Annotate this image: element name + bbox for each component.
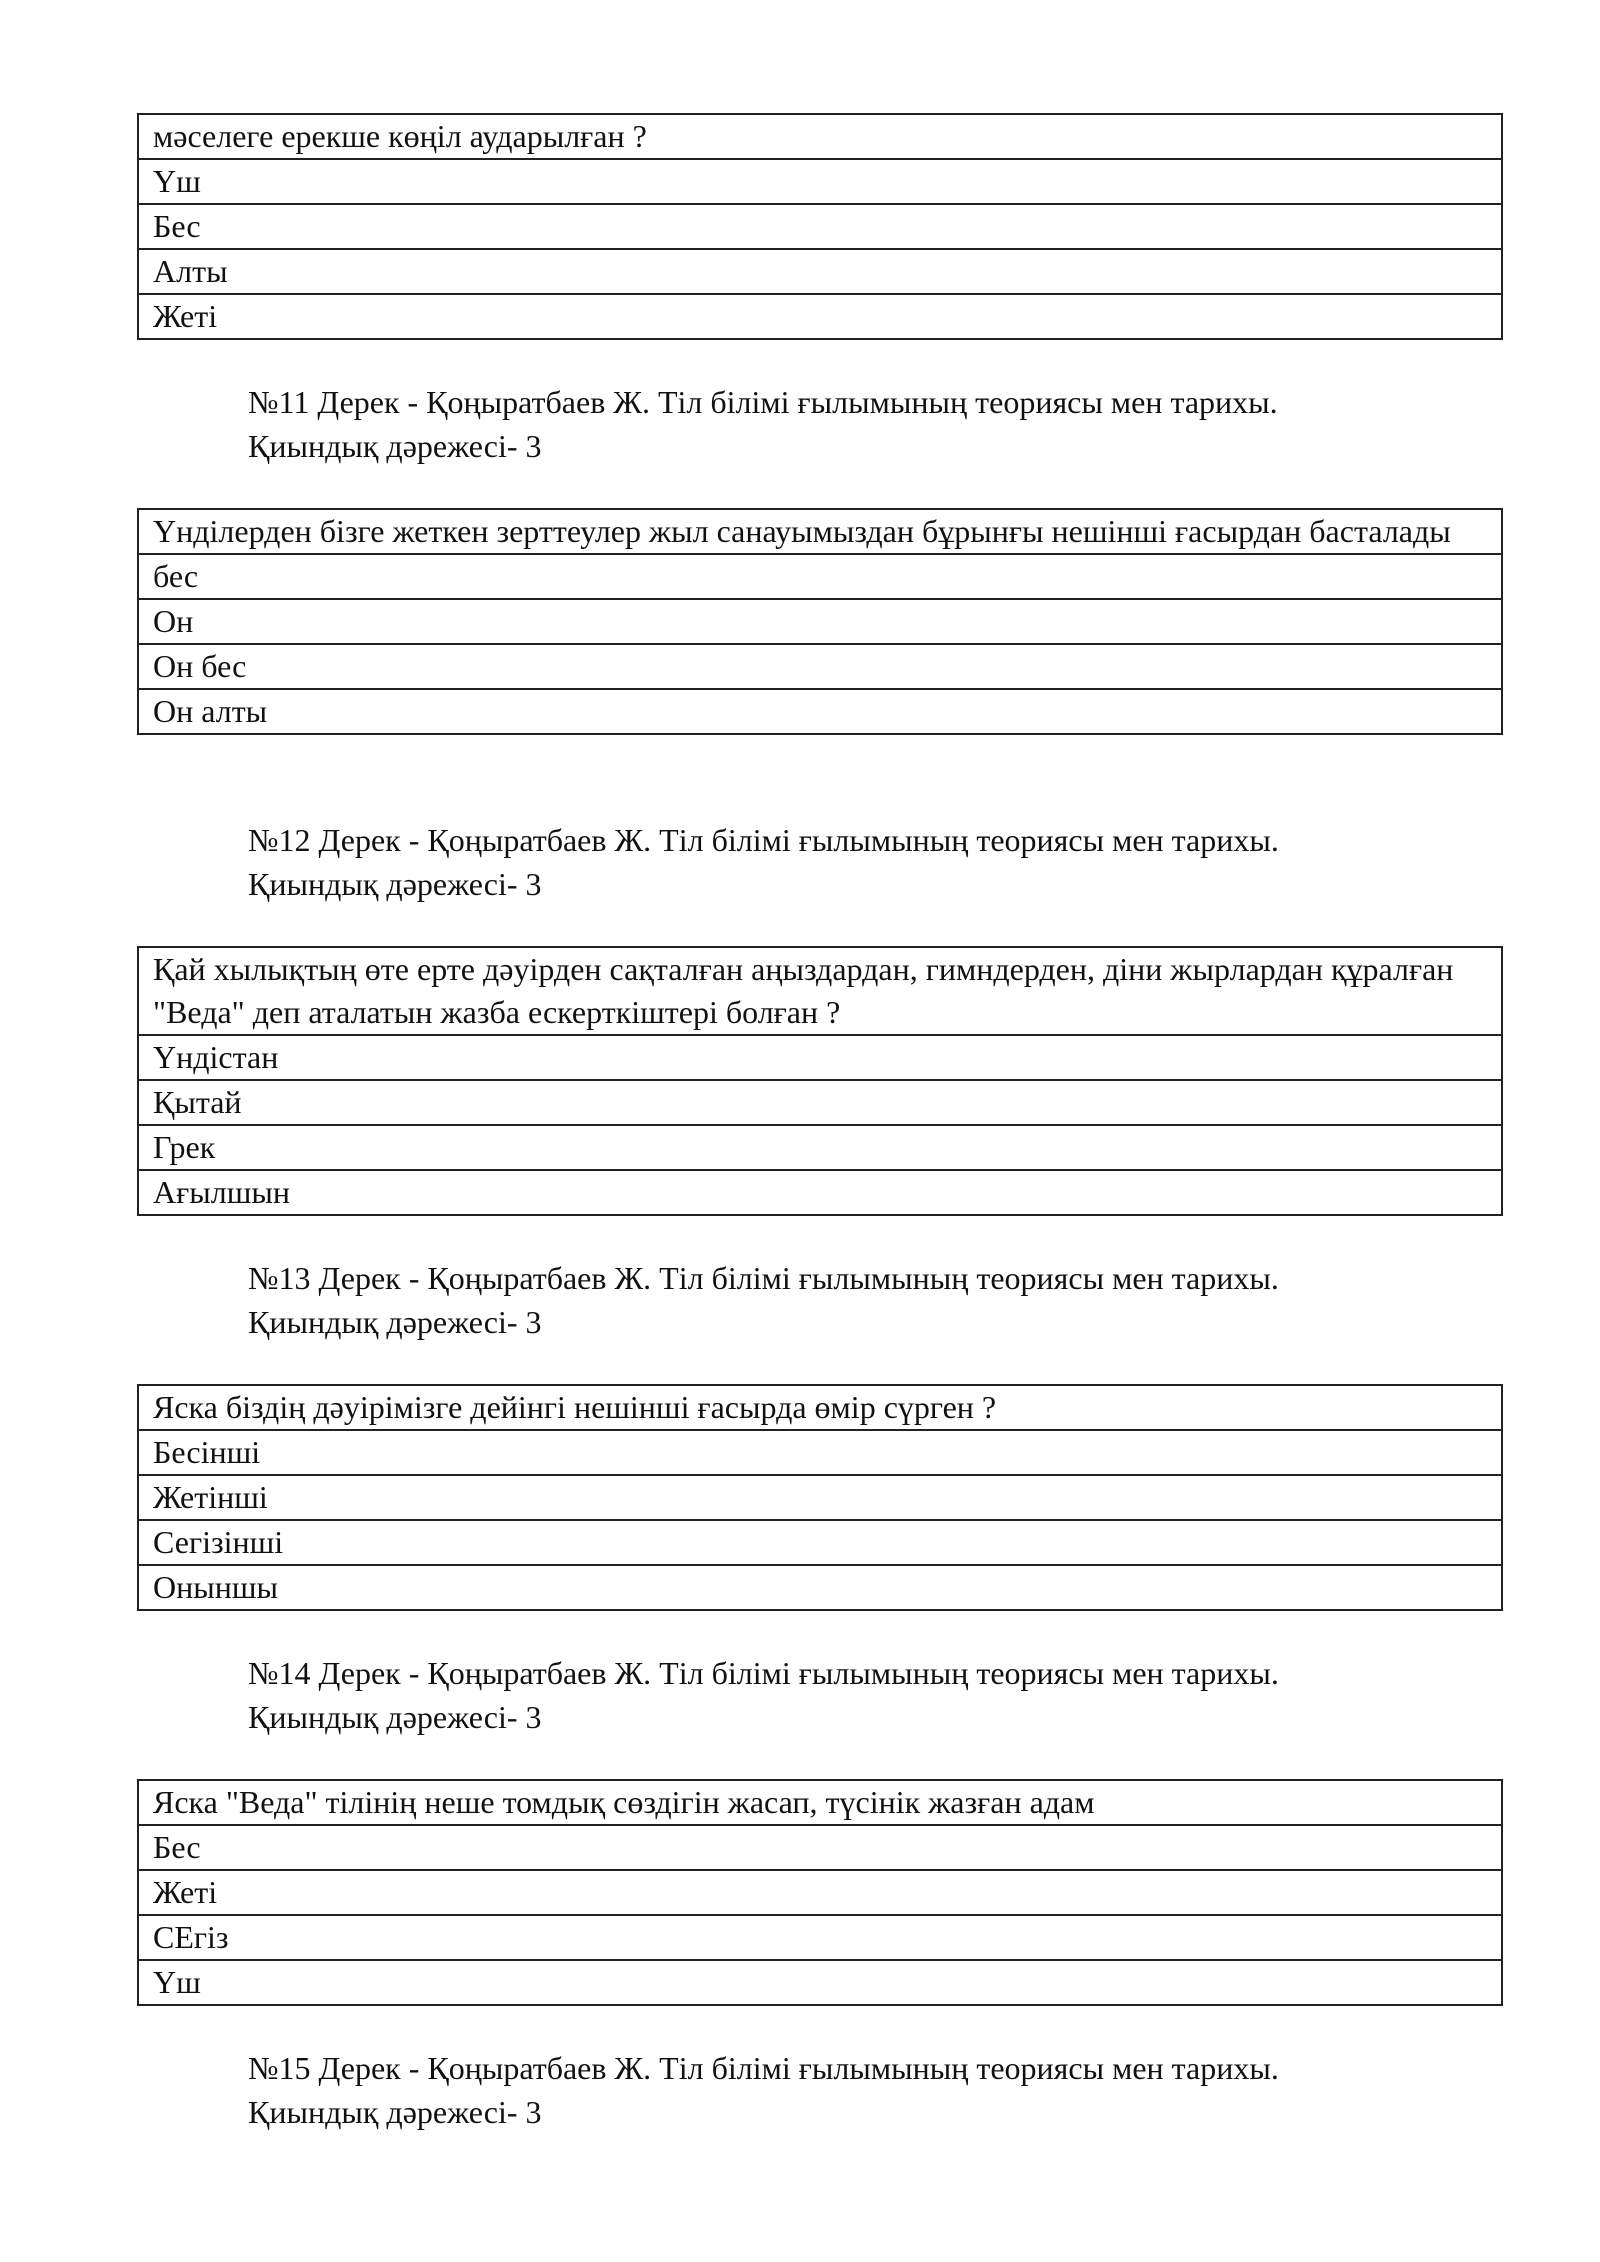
answer-text: Бес	[138, 1825, 1502, 1870]
question-row	[138, 1780, 1502, 1825]
answer-row	[138, 249, 1502, 294]
answer-text: Бесінші	[138, 1430, 1502, 1475]
answer-row	[138, 159, 1502, 204]
source-line: №14 Дерек - Қоңыратбаев Ж. Тіл білімі ғылымының теориясы мен тарихы.	[248, 1655, 1279, 1691]
question-table	[137, 508, 1503, 735]
answer-text: бес	[138, 554, 1502, 599]
source-caption	[248, 2046, 1548, 2134]
answer-text: Үндістан	[138, 1035, 1502, 1080]
answer-row	[138, 1080, 1502, 1125]
source-caption	[248, 380, 1548, 468]
question-table	[137, 113, 1503, 340]
difficulty-line: Қиындық дәрежесі- 3	[248, 428, 542, 464]
question-row	[138, 509, 1502, 554]
answer-text: Үш	[138, 159, 1502, 204]
answer-text: Грек	[138, 1125, 1502, 1170]
answer-row	[138, 1915, 1502, 1960]
source-line: №11 Дерек - Қоңыратбаев Ж. Тіл білімі ғылымының теориясы мен тарихы.	[248, 384, 1278, 420]
answer-row	[138, 1430, 1502, 1475]
question-table	[137, 1779, 1503, 2006]
answer-row	[138, 599, 1502, 644]
answer-row	[138, 689, 1502, 734]
source-caption	[248, 1651, 1548, 1739]
source-caption	[248, 1256, 1548, 1344]
question-text: Қай хылықтың өте ерте дәуірден сақталған аңыздардан, гимндерден, діни жырлардан құралған "Веда" деп аталатын жазба ескерткіштері болған ?	[138, 947, 1502, 1035]
difficulty-line: Қиындық дәрежесі- 3	[248, 1304, 542, 1340]
answer-text: Ағылшын	[138, 1170, 1502, 1215]
answer-text: Жетінші	[138, 1475, 1502, 1520]
answer-text: Жеті	[138, 1870, 1502, 1915]
answer-row	[138, 204, 1502, 249]
answer-row	[138, 1565, 1502, 1610]
answer-row	[138, 294, 1502, 339]
answer-row	[138, 554, 1502, 599]
difficulty-line: Қиындық дәрежесі- 3	[248, 866, 542, 902]
answer-row	[138, 1170, 1502, 1215]
answer-row	[138, 1475, 1502, 1520]
answer-row	[138, 644, 1502, 689]
question-table	[137, 946, 1503, 1216]
answer-row	[138, 1035, 1502, 1080]
question-text: мәселеге ерекше көңіл аударылған ?	[138, 114, 1502, 159]
answer-text: Оныншы	[138, 1565, 1502, 1610]
answer-text: Сегізінші	[138, 1520, 1502, 1565]
answer-row	[138, 1960, 1502, 2005]
source-line: №13 Дерек - Қоңыратбаев Ж. Тіл білімі ғылымының теориясы мен тарихы.	[248, 1260, 1279, 1296]
question-text: Яска біздің дәуірімізге дейінгі нешінші ғасырда өмір сүрген ?	[138, 1385, 1502, 1430]
answer-text: Бес	[138, 204, 1502, 249]
answer-text: Он алты	[138, 689, 1502, 734]
answer-row	[138, 1125, 1502, 1170]
answer-text: Он бес	[138, 644, 1502, 689]
question-row	[138, 1385, 1502, 1430]
answer-text: Қытай	[138, 1080, 1502, 1125]
answer-text: Он	[138, 599, 1502, 644]
answer-row	[138, 1870, 1502, 1915]
answer-text: СЕгіз	[138, 1915, 1502, 1960]
source-line: №15 Дерек - Қоңыратбаев Ж. Тіл білімі ғылымының теориясы мен тарихы.	[248, 2050, 1279, 2086]
source-line: №12 Дерек - Қоңыратбаев Ж. Тіл білімі ғылымының теориясы мен тарихы.	[248, 822, 1279, 858]
answer-row	[138, 1825, 1502, 1870]
question-text: Үнділерден бізге жеткен зерттеулер жыл санауымыздан бұрынғы нешінші ғасырдан басталады	[138, 509, 1502, 554]
answer-text: Алты	[138, 249, 1502, 294]
question-text: Яска "Веда" тілінің неше томдық сөздігін жасап, түсінік жазған адам	[138, 1780, 1502, 1825]
difficulty-line: Қиындық дәрежесі- 3	[248, 2094, 542, 2130]
question-table	[137, 1384, 1503, 1611]
answer-row	[138, 1520, 1502, 1565]
question-row	[138, 114, 1502, 159]
question-row	[138, 947, 1502, 1035]
source-caption	[248, 818, 1548, 906]
answer-text: Жеті	[138, 294, 1502, 339]
answer-text: Үш	[138, 1960, 1502, 2005]
difficulty-line: Қиындық дәрежесі- 3	[248, 1699, 542, 1735]
